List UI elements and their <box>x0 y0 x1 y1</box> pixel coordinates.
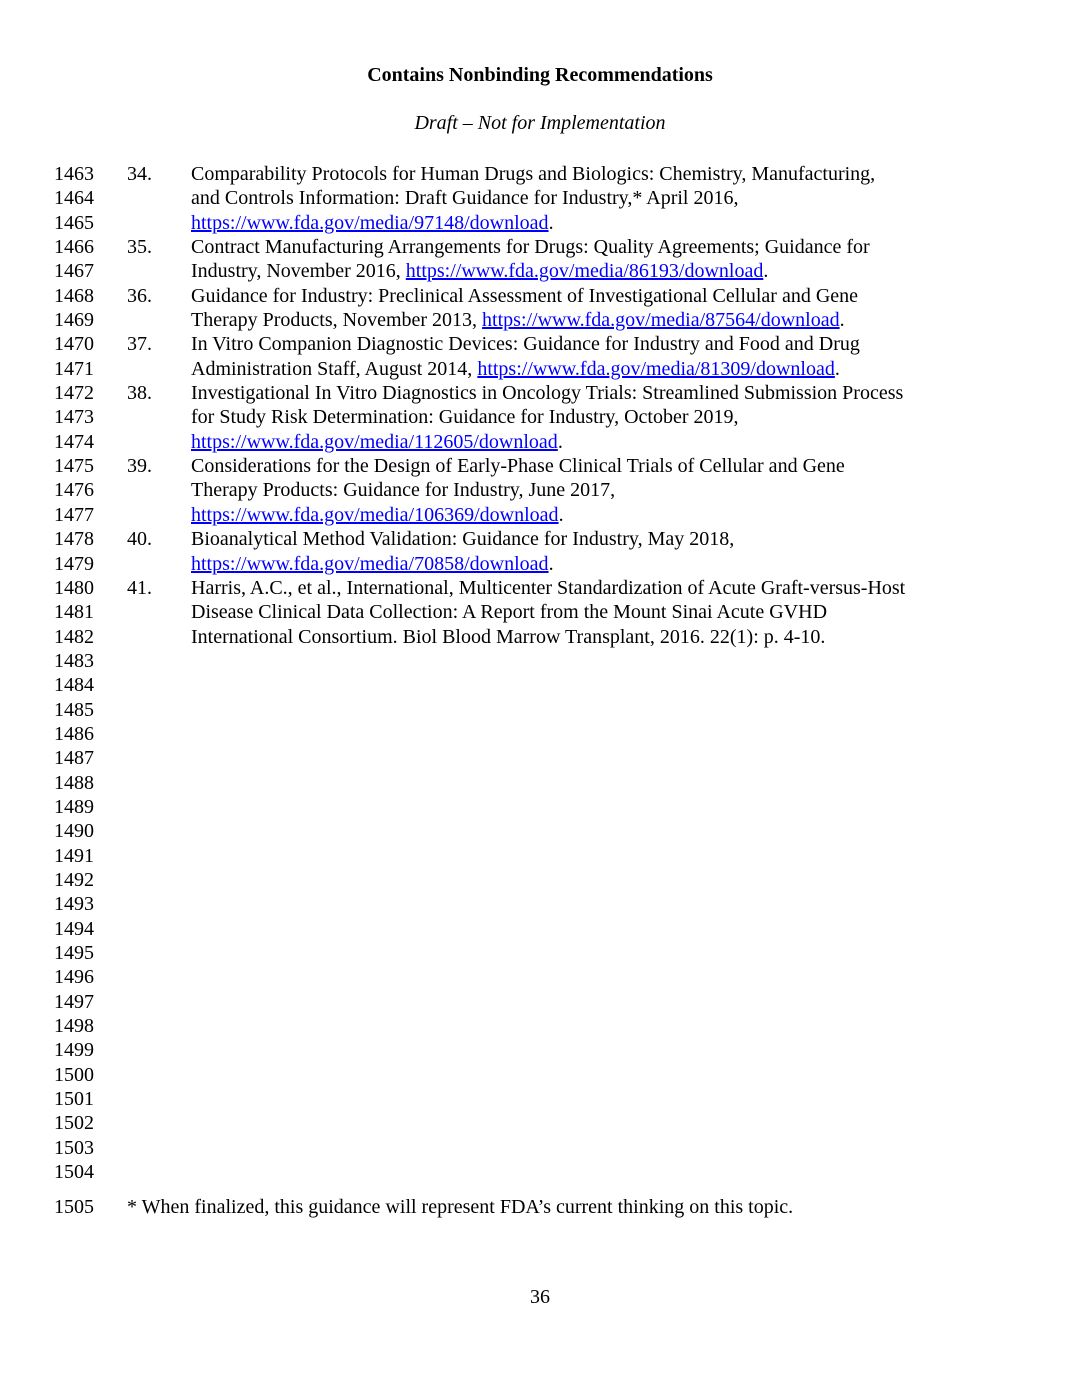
text-segment: Therapy Products: Guidance for Industry, June 2017, <box>191 479 616 502</box>
text-segment: Administration Staff, August 2014, <box>191 357 478 380</box>
reference-number: 38. <box>127 382 152 405</box>
text-segment: International Consortium. Biol Blood Marrow Transplant, 2016. 22(1): p. 4-10. <box>191 625 826 648</box>
line-number: 1472 <box>54 382 94 405</box>
document-line <box>0 892 1080 916</box>
references-list <box>0 162 1080 1184</box>
document-line <box>0 211 1080 235</box>
text-segment: . <box>548 552 554 575</box>
line-number: 1479 <box>54 552 94 575</box>
text-segment: . <box>834 357 840 380</box>
reference-text <box>191 186 738 210</box>
line-number: 1482 <box>54 625 94 648</box>
document-line <box>0 454 1080 478</box>
text-segment: Harris, A.C., et al., International, Multicenter Standardization of Acute Graft-versus-Host <box>191 576 906 599</box>
text-segment: Investigational In Vitro Diagnostics in Oncology Trials: Streamlined Submission Process <box>191 382 904 405</box>
text-segment: Therapy Products, November 2013, <box>191 309 483 332</box>
line-number: 1496 <box>54 966 94 989</box>
line-number: 1491 <box>54 844 94 867</box>
reference-text <box>191 259 768 283</box>
line-number: 1495 <box>54 942 94 964</box>
draft-notice: Draft – Not for Implementation <box>414 112 666 134</box>
line-number: 1486 <box>54 722 94 745</box>
line-number: 1467 <box>54 260 94 283</box>
reference-text <box>191 381 903 405</box>
reference-link[interactable]: https://www.fda.gov/media/112605/download <box>191 430 558 453</box>
text-segment: . <box>763 260 769 283</box>
text-segment: Considerations for the Design of Early-Phase Clinical Trials of Cellular and Gene <box>191 455 845 478</box>
line-number: 1465 <box>54 211 94 234</box>
reference-link[interactable]: https://www.fda.gov/media/81309/download <box>477 357 835 380</box>
reference-text <box>191 600 827 624</box>
reference-text <box>191 357 840 381</box>
document-line <box>0 698 1080 722</box>
reference-text <box>191 552 554 576</box>
reference-link[interactable]: https://www.fda.gov/media/97148/download <box>191 211 549 234</box>
reference-text <box>191 308 845 332</box>
document-line <box>0 844 1080 868</box>
document-line <box>0 405 1080 429</box>
line-number: 1481 <box>54 601 94 624</box>
document-line <box>0 746 1080 770</box>
text-segment: Industry, November 2016, <box>191 260 406 283</box>
document-line <box>0 576 1080 600</box>
reference-text <box>191 503 564 527</box>
document-line <box>0 600 1080 624</box>
document-line <box>0 1038 1080 1062</box>
reference-number: 41. <box>127 576 152 599</box>
text-segment: Bioanalytical Method Validation: Guidance for Industry, May 2018, <box>191 528 735 551</box>
document-line <box>0 941 1080 965</box>
document-line <box>0 357 1080 381</box>
document-line <box>0 1063 1080 1087</box>
line-number: 1478 <box>54 528 94 551</box>
line-number: 1490 <box>54 820 94 843</box>
document-line <box>0 430 1080 454</box>
line-number: 1501 <box>54 1088 94 1111</box>
reference-number: 37. <box>127 333 152 356</box>
text-segment: and Controls Information: Draft Guidance for Industry,* April 2016, <box>191 187 739 210</box>
document-line <box>0 1087 1080 1111</box>
reference-text <box>191 430 563 454</box>
reference-number: 35. <box>127 236 152 259</box>
footnote <box>0 1195 1080 1219</box>
line-number: 1475 <box>54 455 94 478</box>
reference-number: 34. <box>127 163 152 185</box>
document-line <box>0 235 1080 259</box>
line-number: 1474 <box>54 430 94 453</box>
page-number: 36 <box>530 1286 550 1308</box>
line-number: 1476 <box>54 479 94 502</box>
reference-text <box>191 162 875 186</box>
line-number: 1485 <box>54 698 94 721</box>
reference-link[interactable]: https://www.fda.gov/media/86193/download <box>405 260 764 283</box>
reference-text <box>191 235 870 259</box>
line-number: 1477 <box>54 503 94 526</box>
reference-link[interactable]: https://www.fda.gov/media/106369/download <box>191 503 559 526</box>
line-number: 1489 <box>54 795 94 818</box>
footnote-text: * When finalized, this guidance will represent FDA’s current thinking on this topic. <box>127 1196 794 1218</box>
document-line <box>0 527 1080 551</box>
text-segment: Comparability Protocols for Human Drugs and Biologics: Chemistry, Manufacturing, <box>191 163 876 185</box>
line-number: 1505 <box>54 1196 94 1218</box>
document-line <box>0 552 1080 576</box>
document-line <box>0 868 1080 892</box>
document-line <box>0 186 1080 210</box>
line-number: 1469 <box>54 309 94 332</box>
reference-number: 40. <box>127 528 152 551</box>
line-number: 1480 <box>54 576 94 599</box>
reference-link[interactable]: https://www.fda.gov/media/87564/download <box>482 309 840 332</box>
text-segment: . <box>548 211 554 234</box>
line-number: 1503 <box>54 1136 94 1159</box>
line-number: 1493 <box>54 893 94 916</box>
document-line <box>0 673 1080 697</box>
text-segment: . <box>558 503 564 526</box>
line-number: 1466 <box>54 236 94 259</box>
line-number: 1497 <box>54 990 94 1013</box>
reference-text <box>191 576 905 600</box>
document-line <box>0 1136 1080 1160</box>
document-line <box>0 990 1080 1014</box>
line-number: 1483 <box>54 649 94 672</box>
reference-text <box>191 527 734 551</box>
line-number: 1473 <box>54 406 94 429</box>
text-segment: Contract Manufacturing Arrangements for Drugs: Quality Agreements; Guidance for <box>191 236 870 259</box>
document-line <box>0 795 1080 819</box>
line-number: 1504 <box>54 1161 94 1184</box>
line-number: 1492 <box>54 868 94 891</box>
reference-number: 39. <box>127 455 152 478</box>
reference-link[interactable]: https://www.fda.gov/media/70858/download <box>191 552 549 575</box>
document-line <box>0 162 1080 186</box>
document-line <box>0 259 1080 283</box>
line-number: 1468 <box>54 284 94 307</box>
document-header: Contains Nonbinding Recommendations <box>367 64 713 86</box>
line-number: 1484 <box>54 674 94 697</box>
line-number: 1471 <box>54 357 94 380</box>
line-number: 1487 <box>54 747 94 770</box>
document-line <box>0 381 1080 405</box>
document-line <box>0 1111 1080 1135</box>
line-number: 1464 <box>54 187 94 210</box>
reference-text <box>191 405 738 429</box>
document-line <box>0 284 1080 308</box>
document-line <box>0 478 1080 502</box>
line-number: 1498 <box>54 1015 94 1038</box>
text-segment: In Vitro Companion Diagnostic Devices: Guidance for Industry and Food and Drug <box>191 333 860 356</box>
document-line <box>0 965 1080 989</box>
reference-number: 36. <box>127 284 152 307</box>
document-line <box>0 722 1080 746</box>
text-segment: for Study Risk Determination: Guidance for Industry, October 2019, <box>191 406 739 429</box>
document-line <box>0 917 1080 941</box>
document-line <box>0 649 1080 673</box>
line-number: 1488 <box>54 771 94 794</box>
reference-text <box>191 478 615 502</box>
reference-text <box>191 332 860 356</box>
document-line <box>0 308 1080 332</box>
reference-text <box>191 284 858 308</box>
text-segment: . <box>839 309 845 332</box>
line-number: 1499 <box>54 1039 94 1062</box>
document-line <box>0 819 1080 843</box>
document-line <box>0 503 1080 527</box>
text-segment: Disease Clinical Data Collection: A Report from the Mount Sinai Acute GVHD <box>191 601 828 624</box>
document-line <box>0 771 1080 795</box>
document-line <box>0 332 1080 356</box>
reference-text <box>191 211 554 235</box>
line-number: 1500 <box>54 1063 94 1086</box>
document-line <box>0 1014 1080 1038</box>
reference-text <box>191 454 845 478</box>
document-line <box>0 1160 1080 1184</box>
document-line <box>0 625 1080 649</box>
text-segment: . <box>557 430 563 453</box>
line-number: 1463 <box>54 163 94 185</box>
line-number: 1470 <box>54 333 94 356</box>
text-segment: Guidance for Industry: Preclinical Assessment of Investigational Cellular and Gene <box>191 284 859 307</box>
line-number: 1502 <box>54 1112 94 1135</box>
reference-text <box>191 625 825 649</box>
line-number: 1494 <box>54 917 94 940</box>
